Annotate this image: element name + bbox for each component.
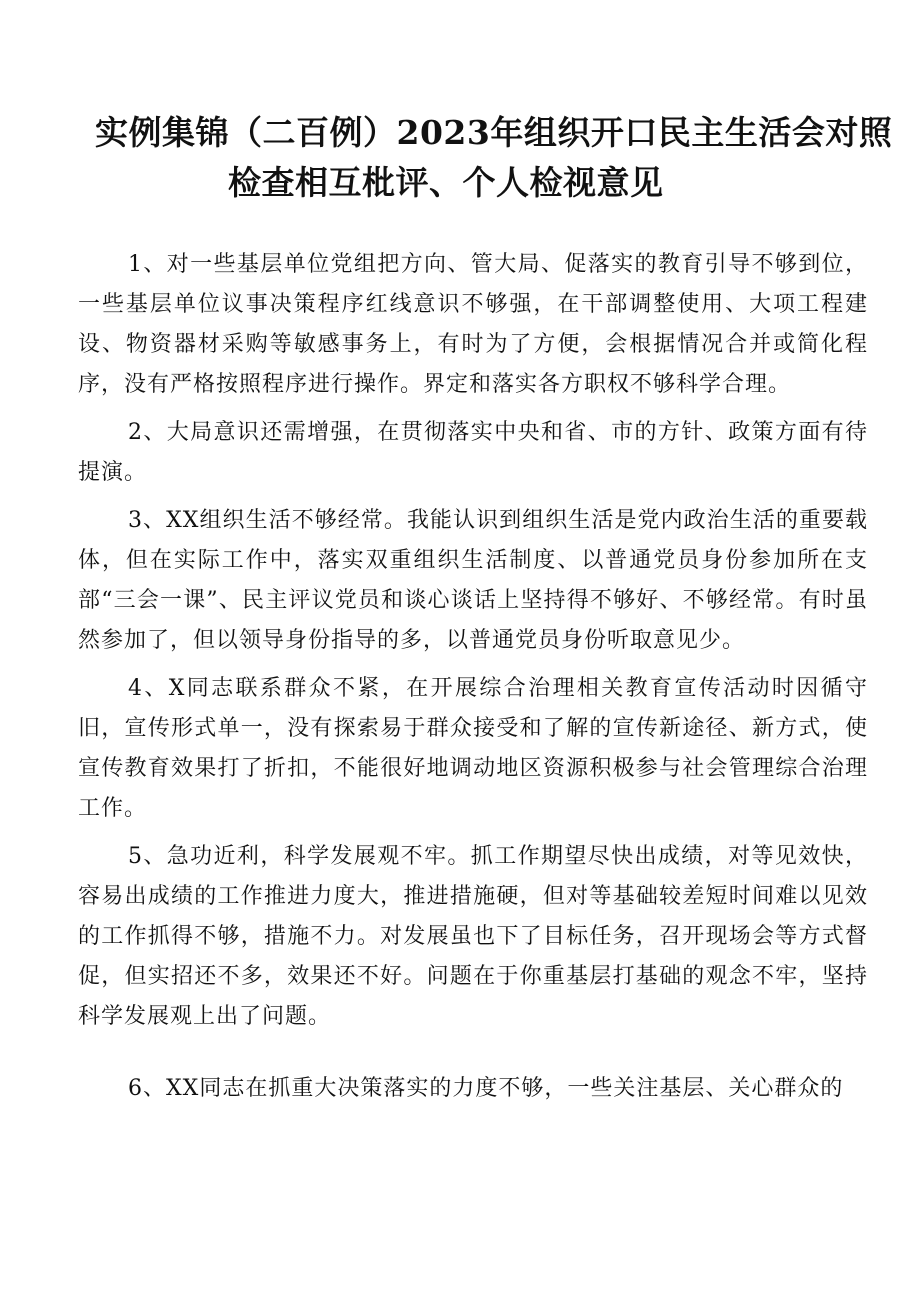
title-line-1: 实例集锦（二百例）2023年组织开口民主生活会对照 (95, 113, 893, 152)
paragraph-1: 1、对一些基层单位党组把方向、管大局、促落实的教育引导不够到位，一些基层单位议事决策程序红线意识不够强，在干部调整使用、大项工程建设、物资器材采购等敏感事务上，有时为了方便，会根据情况合并或简化程序，没有严格按照程序进行操作。界定和落实各方职权不够科学合理。 (78, 252, 868, 397)
paragraph-6: 6、XX同志在抓重大决策落实的力度不够，一些关注基层、关心群众的 (128, 1076, 844, 1101)
paragraph-4: 4、X同志联系群众不紧，在开展综合治理相关教育宣传活动时因循守旧，宣传形式单一，没有探索易于群众接受和了解的宣传新途径、新方式，使宣传教育效果打了折扣，不能很好地调动地区资源积极参与社会管理综合治理工作。 (78, 676, 868, 821)
title-line-2: 检查相互枇评、个人检视意见 (228, 163, 664, 202)
document-body (78, 245, 868, 1117)
paragraph-2: 2、大局意识还需增强，在贯彻落实中央和省、市的方针、政策方面有待提演。 (78, 420, 868, 485)
paragraph-3: 3、XX组织生活不够经常。我能认识到组织生活是党内政治生活的重要载体，但在实际工作中，落实双重组织生活制度、以普通党员身份参加所在支部“三会一课”、民主评议党员和谈心谈话上坚持得不够好、不够经常。有时虽然参加了，但以领导身份指导的多，以普通党员身份听取意见少。 (78, 508, 868, 653)
paragraph-5: 5、急功近利，科学发展观不牢。抓工作期望尽快出成绩，对等见效快，容易出成绩的工作推进力度大，推进措施硬，但对等基础较差短时间难以见效的工作抓得不够，措施不力。对发展虽也下了目标任务，召开现场会等方式督促，但实招还不多，效果还不好。问题在于你重基层打基础的观念不牢，坚持科学发展观上出了问题。 (78, 844, 868, 1029)
document-title (0, 108, 920, 208)
